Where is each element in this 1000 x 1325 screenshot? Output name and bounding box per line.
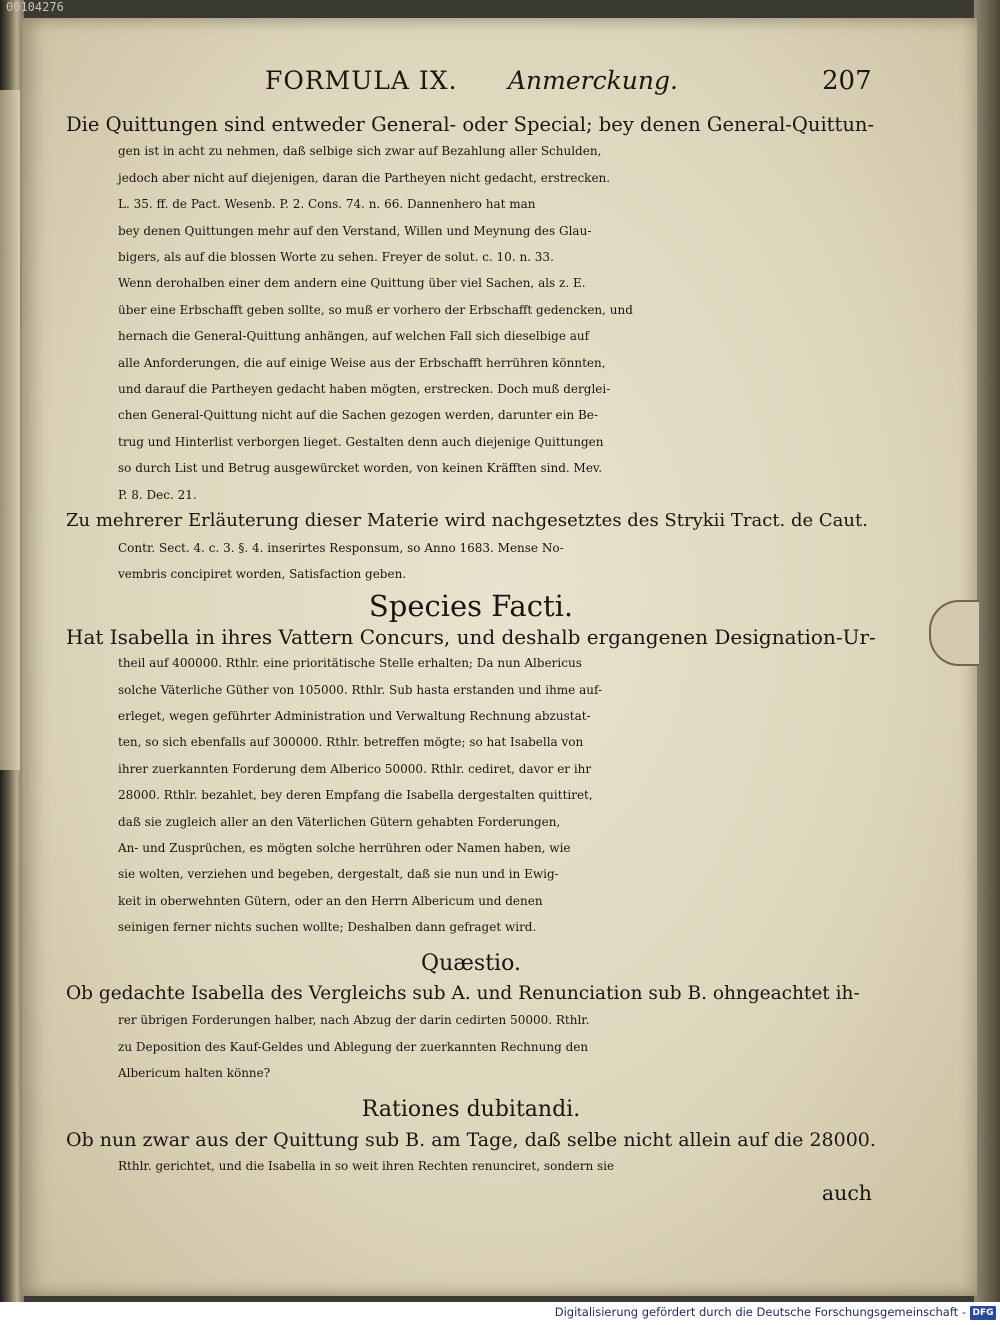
text-line: ten, so sich ebenfalls auf 300000. Rthlr. betreffen mögte; so hat Isabella von — [118, 735, 584, 750]
paragraph-quaestio — [66, 981, 876, 1087]
scan-id: 00104276 — [6, 0, 64, 14]
text-line: chen General-Quittung nicht auf die Sachen gezogen werden, darunter ein Be- — [118, 408, 598, 423]
text-line: sie wolten, verziehen und begeben, dergestalt, daß sie nun und in Ewig- — [118, 867, 559, 882]
page-tab-marker — [929, 600, 979, 666]
text-line: Ob nun zwar aus der Quittung sub B. am Tage, daß selbe nicht allein auf die 28000. — [66, 1129, 876, 1152]
running-head-title: Anmerckung. — [508, 66, 678, 95]
text-line: und darauf die Partheyen gedacht haben mögten, erstrecken. Doch muß derglei- — [118, 382, 611, 397]
text-line: gen ist in acht zu nehmen, daß selbige sich zwar auf Bezahlung aller Schulden, — [118, 144, 602, 159]
previous-page-edge — [0, 90, 20, 770]
heading-rationes-dubitandi: Rationes dubitandi. — [361, 1096, 581, 1122]
text-line: hernach die General-Quittung anhängen, auf welchen Fall sich dieselbige auf — [118, 329, 590, 344]
text-line: P. 8. Dec. 21. — [118, 487, 197, 502]
page-text — [66, 112, 876, 1206]
text-line: bigers, als auf die blossen Worte zu sehen. Freyer de solut. c. 10. n. 33. — [118, 250, 554, 265]
text-line: alle Anforderungen, die auf einige Weise aus der Erbschafft herrühren könnten, — [118, 355, 606, 370]
dfg-logo: DFG — [970, 1306, 996, 1320]
text-line: ihrer zuerkannten Forderung dem Alberico 50000. Rthlr. cediret, davor er ihr — [118, 761, 592, 776]
funding-credit: Digitalisierung gefördert durch die Deutsche Forschungsgemeinschaft - — [554, 1305, 966, 1319]
text-line: bey denen Quittungen mehr auf den Verstand, Willen und Meynung des Glau- — [118, 223, 592, 238]
text-line: vembris concipiret worden, Satisfaction geben. — [118, 566, 407, 581]
text-line: jedoch aber nicht auf diejenigen, daran die Partheyen nicht gedacht, erstrecken. — [118, 170, 611, 185]
text-line: zu Deposition des Kauf-Geldes und Ablegung der zuerkannten Rechnung den — [118, 1039, 589, 1054]
text-line: theil auf 400000. Rthlr. eine prioritätische Stelle erhalten; Da nun Albericus — [118, 656, 582, 671]
heading-quaestio: Quæstio. — [421, 950, 521, 976]
text-line: solche Väterliche Güther von 105000. Rthlr. Sub hasta erstanden und ihme auf- — [118, 682, 603, 697]
heading-species-facti: Species Facti. — [368, 589, 574, 624]
text-line: so durch List und Betrug ausgewürcket worden, von keinen Kräfften sind. Mev. — [118, 461, 603, 476]
page-number: 207 — [822, 66, 872, 96]
footer-bar — [0, 1302, 1000, 1325]
running-head — [0, 60, 1000, 110]
text-line: Die Quittungen sind entweder General- oder Special; bey denen General-Quittun- — [66, 113, 875, 136]
paragraph-quittungen — [66, 112, 876, 508]
running-head-formula: FORMULA IX. — [265, 66, 458, 95]
text-line: keit in oberwehnten Gütern, oder an den Herrn Albericum und denen — [118, 893, 543, 908]
text-line: An- und Zusprüchen, es mögten solche herrühren oder Namen haben, wie — [118, 840, 571, 855]
paragraph-species-facti — [66, 624, 876, 941]
text-line: Albericum halten könne? — [118, 1066, 271, 1081]
text-line: über eine Erbschafft geben sollte, so muß er vorhero der Erbschafft gedencken, und — [118, 302, 633, 317]
text-line: Contr. Sect. 4. c. 3. §. 4. inserirtes Responsum, so Anno 1683. Mense No- — [118, 540, 564, 555]
text-line: erleget, wegen geführter Administration und Verwaltung Rechnung abzustat- — [118, 708, 591, 723]
paragraph-rationes — [66, 1127, 876, 1180]
text-line: trug und Hinterlist verborgen lieget. Gestalten denn auch diejenige Quittungen — [118, 434, 604, 449]
text-line: Hat Isabella in ihres Vattern Concurs, und deshalb ergangenen Designation-Ur- — [66, 624, 876, 649]
text-line: rer übrigen Forderungen halber, nach Abzug der darin cedirten 50000. Rthlr. — [118, 1013, 590, 1028]
text-line: Zu mehrerer Erläuterung dieser Materie wird nachgesetztes des Strykii Tract. de Caut. — [66, 510, 868, 532]
text-line: L. 35. ff. de Pact. Wesenb. P. 2. Cons. 74. n. 66. Dannenhero hat man — [118, 197, 536, 212]
text-line: Ob gedachte Isabella des Vergleichs sub A. und Renunciation sub B. ohngeachtet ih- — [66, 983, 860, 1004]
text-line: Rthlr. gerichtet, und die Isabella in so weit ihren Rechten renunciret, sondern sie — [118, 1159, 615, 1174]
text-line: seinigen ferner nichts suchen wollte; Deshalben dann gefraget wird. — [118, 920, 537, 935]
text-line: 28000. Rthlr. bezahlet, bey deren Empfang die Isabella dergestalten quittiret, — [118, 788, 593, 803]
catchword: auch — [821, 1180, 872, 1205]
paragraph-erlaeuterung — [66, 508, 876, 587]
text-line: Wenn derohalben einer dem andern eine Quittung über viel Sachen, als z. E. — [118, 276, 586, 291]
text-line: daß sie zugleich aller an den Väterlichen Gütern gehabten Forderungen, — [118, 814, 561, 829]
